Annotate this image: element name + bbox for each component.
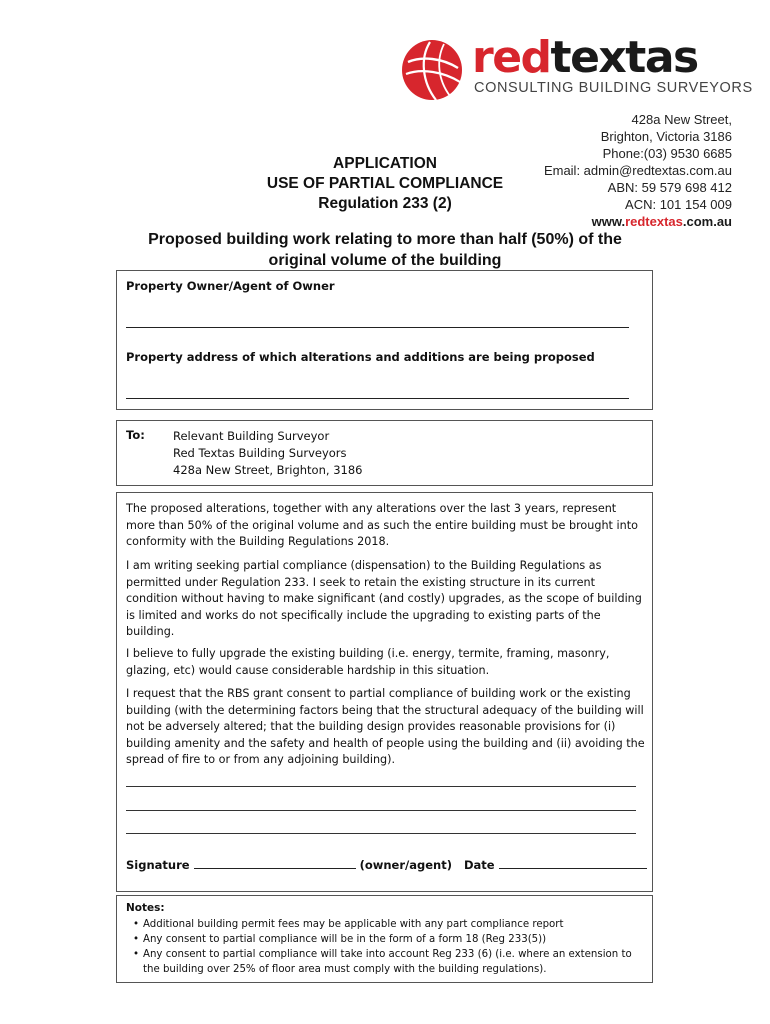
website-brand: redtextas: [625, 214, 683, 229]
contact-suburb: Brighton, Victoria 3186: [600, 129, 732, 144]
notes-title: Notes:: [126, 902, 165, 914]
recipient-box: [116, 420, 653, 486]
website-prefix: www.: [591, 214, 626, 229]
request-statement-box: [116, 492, 653, 892]
logo-wordmark: [472, 32, 698, 84]
owner-name-field[interactable]: [126, 327, 629, 328]
logo-word-black: textas: [550, 32, 698, 83]
recipient-line-2: Red Textas Building Surveyors: [173, 446, 347, 460]
note-item: • Any consent to partial compliance will be in the form of a form 18 (Reg 233(5)): [133, 932, 643, 947]
date-field[interactable]: [499, 859, 647, 869]
date-label: Date: [463, 858, 495, 872]
recipient-line-1: Relevant Building Surveyor: [173, 429, 330, 443]
contact-abn: ABN: 59 579 698 412: [607, 180, 732, 195]
logo-sphere-icon: [400, 38, 464, 102]
signature-row: [126, 858, 647, 872]
contact-street: 428a New Street,: [631, 112, 732, 127]
signature-label: Signature: [126, 858, 190, 872]
comment-line-1[interactable]: [126, 786, 636, 787]
subject-line-2: original volume of the building: [268, 252, 502, 269]
paragraph-3: I believe to fully upgrade the existing building (i.e. energy, termite, framing, masonry, glazing, etc) would cause considerable hardship in this situation.: [126, 647, 610, 677]
notes-box: [116, 895, 653, 983]
owner-agent-label: (owner/agent): [359, 858, 452, 872]
form-subject: [112, 229, 658, 271]
contact-email: Email: admin@redtextas.com.au: [543, 163, 732, 178]
to-label: To:: [126, 428, 145, 442]
contact-website[interactable]: [544, 213, 732, 230]
title-line-1: APPLICATION: [333, 155, 437, 172]
logo-tagline: CONSULTING BUILDING SURVEYORS: [474, 80, 753, 96]
comment-line-2[interactable]: [126, 810, 636, 811]
property-address-field[interactable]: [126, 398, 629, 399]
company-logo: [400, 32, 753, 104]
subject-line-1: Proposed building work relating to more than half (50%) of the: [148, 231, 622, 248]
comment-line-3[interactable]: [126, 833, 636, 834]
contact-phone: Phone:(03) 9530 6685: [602, 146, 732, 161]
website-suffix: .com.au: [682, 214, 732, 229]
signature-field[interactable]: [194, 859, 356, 869]
note-item: • Any consent to partial compliance will take into account Reg 233 (6) (i.e. where an extension to the building over 25% of floor area must comply with the building regulations).: [133, 947, 643, 977]
paragraph-1: The proposed alterations, together with any alterations over the last 3 years, represent more than 50% of the original volume and as such the entire building must be brought into conformity with the Building Regulations 2018.: [126, 502, 638, 548]
notes-list: [133, 917, 643, 977]
contact-block: [544, 111, 732, 230]
title-line-3: Regulation 233 (2): [318, 195, 452, 212]
paragraph-2: I am writing seeking partial compliance (dispensation) to the Building Regulations as permitted under Regulation 233. I seek to retain the existing structure in its current condition without having to make significant (and costly) upgrades, as the scope of building is limited and works do not specifically include the upgrading to existing parts of the building.: [126, 559, 642, 638]
owner-label: Property Owner/Agent of Owner: [126, 279, 335, 293]
recipient-line-3: 428a New Street, Brighton, 3186: [173, 463, 363, 477]
logo-word-red: red: [472, 32, 551, 83]
recipient-address: [173, 428, 362, 479]
application-title: [240, 154, 530, 214]
owner-details-box: [116, 270, 653, 410]
paragraph-4: I request that the RBS grant consent to partial compliance of building work or the existing building (with the determining factors being that the structural adequacy of the building will not be adversely altered; that the building design provides reasonable provisions for (i) building amenity and the safety and health of people using the building and (ii) avoiding the spread of fire to or from any adjoining building).: [126, 687, 645, 766]
note-item: • Additional building permit fees may be applicable with any part compliance report: [133, 917, 643, 932]
contact-acn: ACN: 101 154 009: [625, 197, 732, 212]
title-line-2: USE OF PARTIAL COMPLIANCE: [266, 175, 504, 192]
address-label: Property address of which alterations and additions are being proposed: [126, 350, 595, 364]
